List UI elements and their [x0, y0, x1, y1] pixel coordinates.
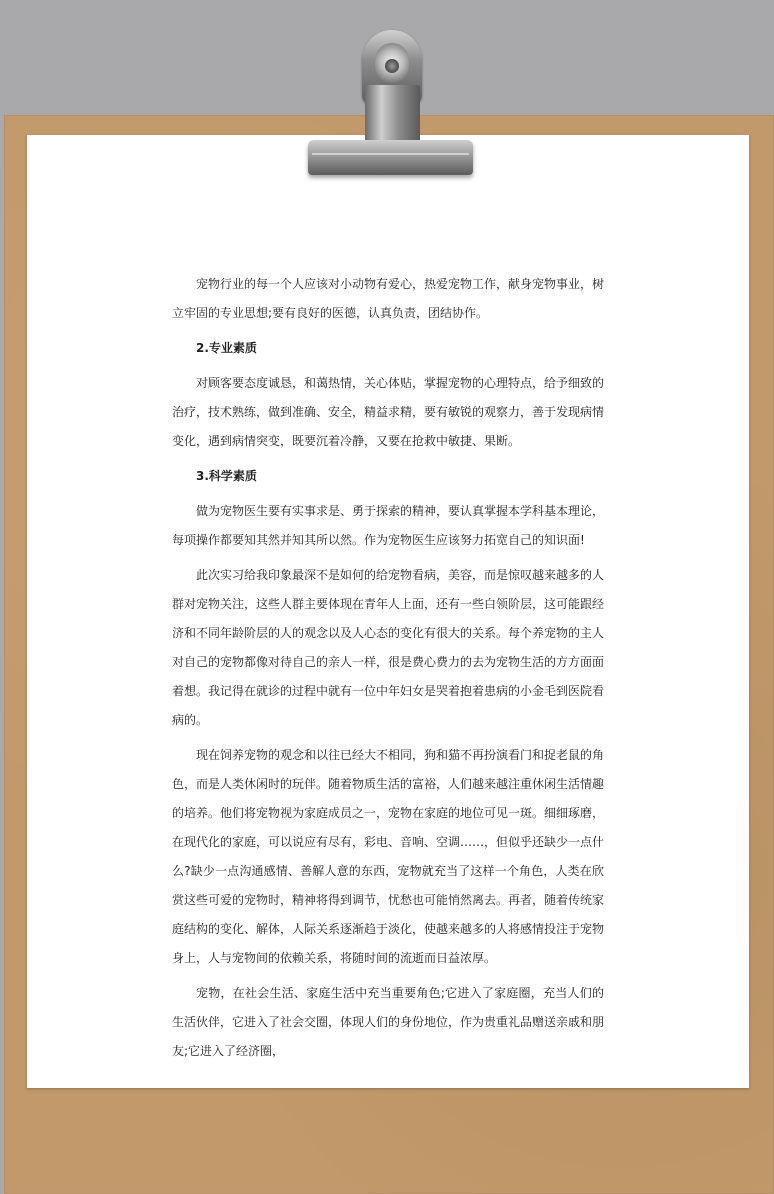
document-body	[172, 135, 604, 1066]
paragraph-1: 宠物行业的每一个人应该对小动物有爱心，热爱宠物工作，献身宠物事业，树立牢固的专业思想;要有良好的医德，认真负责，团结协作。	[172, 277, 605, 320]
paragraph-3: 做为宠物医生要有实事求是、勇于探索的精神，要认真掌握本学科基本理论，每项操作都要知其然并知其所以然。作为宠物医生应该努力拓宽自己的知识面!	[172, 504, 605, 547]
heading-professional-quality: 2.专业素质	[196, 341, 257, 355]
paragraph-5: 现在饲养宠物的观念和以往已经大不相同，狗和猫不再扮演看门和捉老鼠的角色，而是人类休闲时的玩伴。随着物质生活的富裕，人们越来越注重休闲生活情趣的培养。他们将宠物视为家庭成员之一，宠物在家庭的地位可见一斑。细细琢磨，在现代化的家庭，可以说应有尽有，彩电、音响、空调……，但似乎还缺少一点什么?缺少一点沟通感情、善解人意的东西，宠物就充当了这样一个角色，人类在欣赏这些可爱的宠物时，精神将得到调节，忧愁也可能悄然离去。再者，随着传统家庭结构的变化、解体，人际关系逐渐趋于淡化，使越来越多的人将感情投注于宠物身上，人与宠物间的依赖关系，将随时间的流逝而日益浓厚。	[172, 748, 605, 965]
paper-sheet	[27, 135, 749, 1088]
paragraph-2: 对顾客要态度诚恳，和蔼热情，关心体贴，掌握宠物的心理特点，给予细致的治疗，技术熟练，做到准确、安全，精益求精，要有敏锐的观察力，善于发现病情变化，遇到病情突变，既要沉着冷静，又要在抢救中敏捷、果断。	[172, 376, 605, 448]
heading-scientific-quality: 3.科学素质	[196, 469, 257, 483]
paragraph-6: 宠物，在社会生活、家庭生活中充当重要角色;它进入了家庭圈，充当人们的生活伙伴，它进入了社会交圈，体现人们的身份地位，作为贵重礼品赠送亲戚和朋友;它进入了经济圈，	[172, 986, 605, 1058]
paragraph-4: 此次实习给我印象最深不是如何的给宠物看病，美容，而是惊叹越来越多的人群对宠物关注，这些人群主要体现在青年人上面，还有一些白领阶层，这可能跟经济和不同年龄阶层的人的观念以及人心态的变化有很大的关系。每个养宠物的主人对自己的宠物都像对待自己的亲人一样，很是费心费力的去为宠物生活的方方面面着想。我记得在就诊的过程中就有一位中年妇女是哭着抱着患病的小金毛到医院看病的。	[172, 568, 605, 727]
binder-clip-icon	[300, 25, 475, 180]
